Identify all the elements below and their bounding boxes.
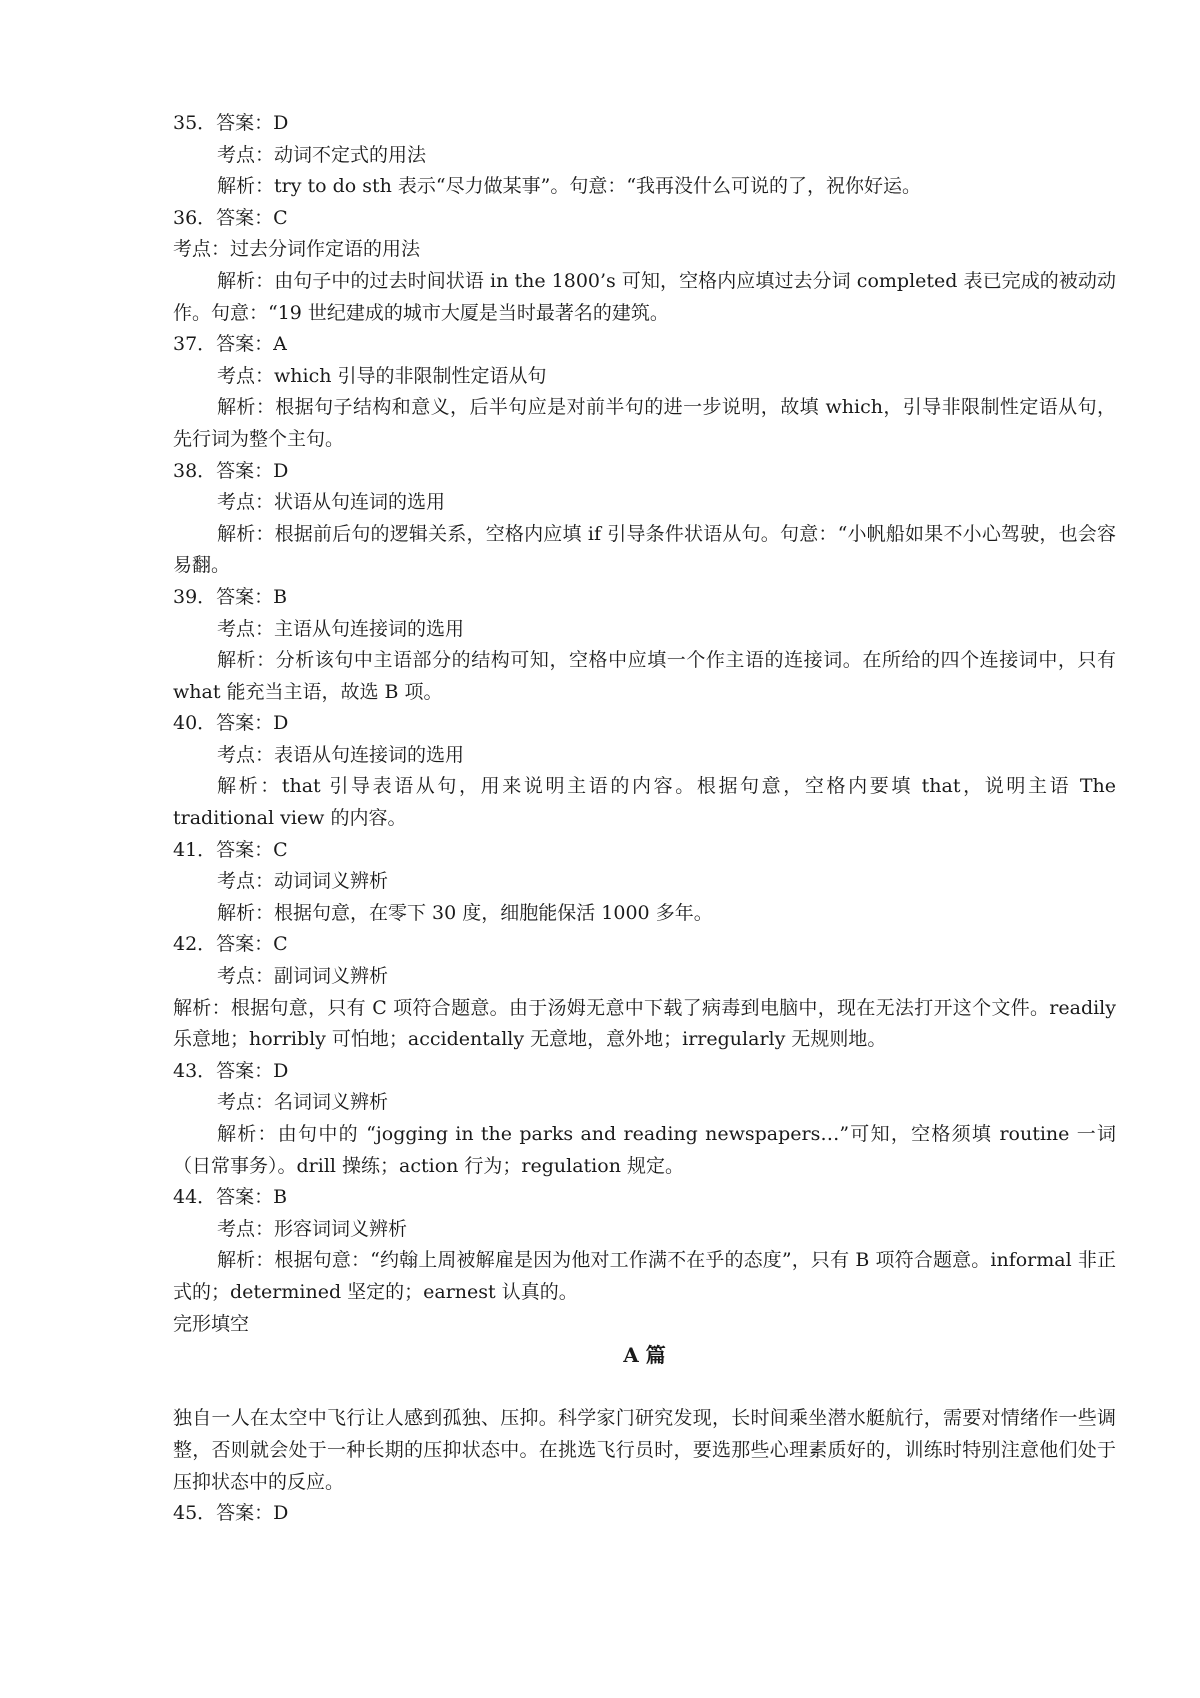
answer-41: 41．答案：C bbox=[173, 838, 288, 861]
answer-44: 44．答案：B bbox=[173, 1186, 288, 1209]
point-39: 考点：主语从句连接词的选用 bbox=[217, 617, 465, 640]
answer-37: 37．答案：A bbox=[173, 333, 287, 356]
analysis-42: 解析：根据句意，只有 C 项符合题意。由于汤姆无意中下载了病毒到电脑中，现在无法打开这个文件。readily 乐意地；horribly 可怕地；accidentally 无意地，意外地；irregularly 无规则地。 bbox=[173, 996, 1116, 1051]
section-title: 完形填空 bbox=[173, 1312, 250, 1335]
analysis-39: 解析：分析该句中主语部分的结构可知，空格中应填一个作主语的连接词。在所给的四个连接词中，只有 what 能充当主语，故选 B 项。 bbox=[173, 649, 1116, 703]
analysis-35: 解析：try to do sth 表示“尽力做某事”。句意：“我再没什么可说的了，祝你好运。 bbox=[217, 175, 922, 198]
passage-text: 独自一人在太空中飞行让人感到孤独、压抑。科学家门研究发现，长时间乘坐潜水艇航行，需要对情绪作一些调整，否则就会处于一种长期的压抑状态中。在挑选飞行员时，要选那些心理素质好的，训练时特别注意他们处于压抑状态中的反应。 bbox=[173, 1407, 1116, 1493]
analysis-38: 解析：根据前后句的逻辑关系，空格内应填 if 引导条件状语从句。句意：“小帆船如果不小心驾驶，也会容易翻。 bbox=[173, 522, 1116, 577]
answer-35: 35．答案：D bbox=[173, 112, 289, 134]
point-38: 考点：状语从句连词的选用 bbox=[217, 491, 446, 514]
analysis-36: 解析：由句子中的过去时间状语 in the 1800’s 可知，空格内应填过去分词 completed 表已完成的被动动作。句意：“19 世纪建成的城市大厦是当时最著名的建筑。 bbox=[173, 269, 1116, 324]
point-42: 考点：副词词义辨析 bbox=[217, 965, 389, 988]
point-35: 考点：动词不定式的用法 bbox=[217, 143, 427, 166]
point-41: 考点：动词词义辨析 bbox=[217, 870, 389, 893]
point-40: 考点：表语从句连接词的选用 bbox=[217, 743, 465, 766]
document-page bbox=[173, 108, 1116, 1530]
answer-38: 38．答案：D bbox=[173, 459, 289, 482]
point-44: 考点：形容词词义辨析 bbox=[217, 1217, 408, 1240]
point-43: 考点：名词词义辨析 bbox=[217, 1091, 389, 1114]
answer-36: 36．答案：C bbox=[173, 206, 288, 229]
analysis-40: 解析：that 引导表语从句，用来说明主语的内容。根据句意，空格内要填 that，说明主语 The traditional view 的内容。 bbox=[173, 775, 1116, 830]
analysis-44: 解析：根据句意：“约翰上周被解雇是因为他对工作满不在乎的态度”，只有 B 项符合题意。informal 非正式的；determined 坚定的；earnest 认真的。 bbox=[173, 1249, 1116, 1303]
point-37: 考点：which 引导的非限制性定语从句 bbox=[217, 364, 547, 387]
answer-39: 39．答案：B bbox=[173, 585, 288, 608]
analysis-37: 解析：根据句子结构和意义，后半句应是对前半句的进一步说明，故填 which，引导非限制性定语从句，先行词为整个主句。 bbox=[173, 396, 1116, 450]
spacer bbox=[173, 1372, 1116, 1404]
analysis-41: 解析：根据句意，在零下 30 度，细胞能保活 1000 多年。 bbox=[217, 901, 713, 924]
answer-43: 43．答案：D bbox=[173, 1059, 289, 1082]
analysis-43: 解析：由句中的 “jogging in the parks and reading newspapers…”可知，空格须填 routine 一词（日常事务）。drill 操练；action 行为；regulation 规定。 bbox=[173, 1123, 1116, 1177]
answer-42: 42．答案：C bbox=[173, 933, 288, 956]
answer-40: 40．答案：D bbox=[173, 712, 289, 735]
point-36: 考点：过去分词作定语的用法 bbox=[173, 238, 421, 261]
passage-title: A 篇 bbox=[623, 1343, 666, 1368]
answer-45: 45．答案：D bbox=[173, 1502, 289, 1525]
